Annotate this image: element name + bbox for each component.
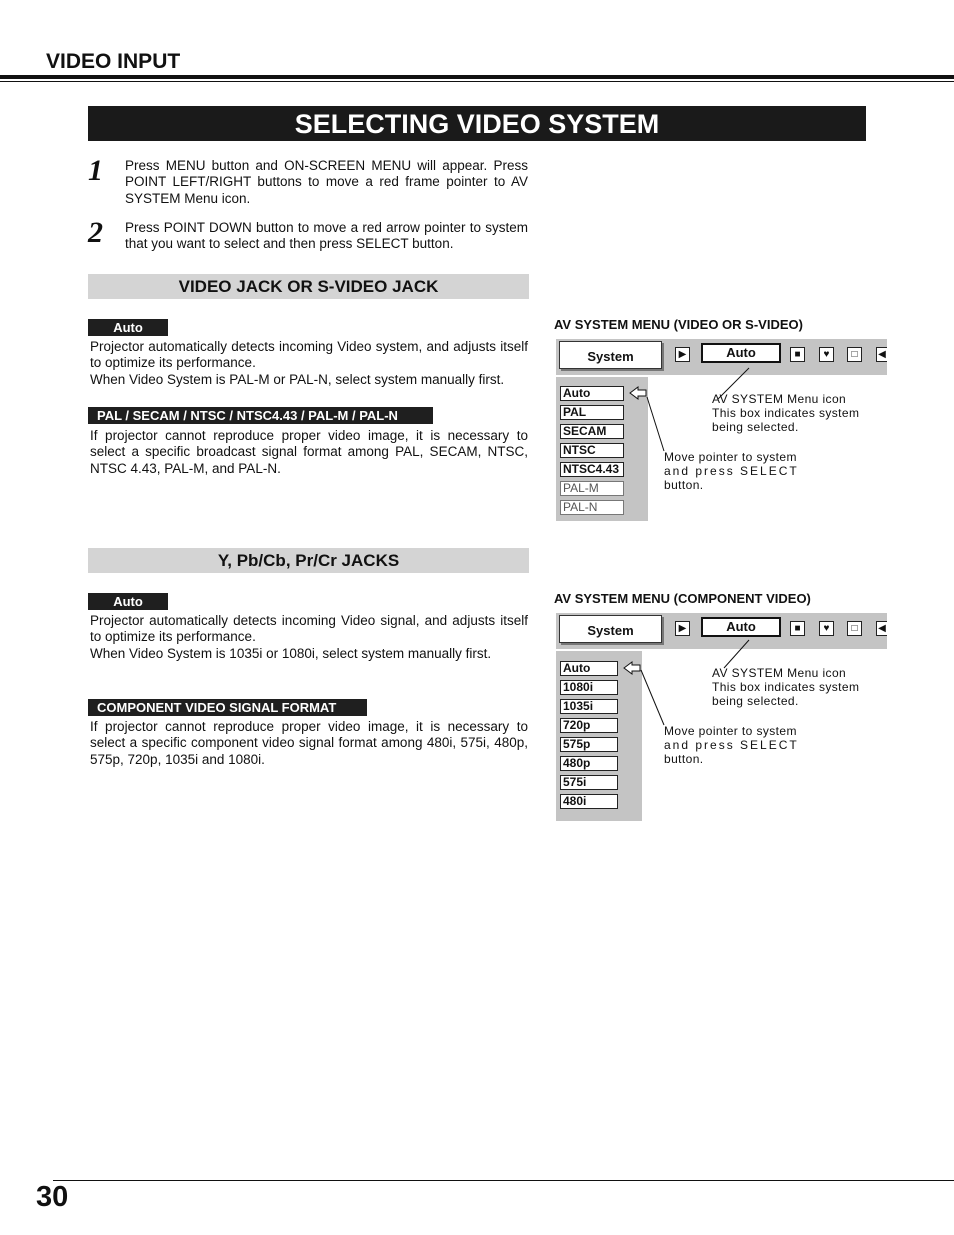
formats-description: If projector cannot reproduce proper video image, it is necessary to select a specific component video signal format among 480i, 575i, 480p, 575p, 720p, 1035i and 1080i. — [90, 719, 528, 767]
list-item[interactable]: Auto — [560, 661, 618, 676]
section-title: VIDEO INPUT — [46, 50, 181, 73]
arrow-pointer-icon — [624, 662, 640, 674]
image-icon[interactable]: ■ — [790, 621, 805, 636]
image-icon[interactable]: ■ — [790, 347, 805, 362]
note-pointer-line-3: button. — [664, 478, 704, 492]
list-item[interactable]: 575p — [560, 737, 618, 752]
input-icon[interactable]: ▶ — [675, 621, 690, 636]
menu-video-title: AV SYSTEM MENU (VIDEO OR S-VIDEO) — [554, 317, 803, 332]
list-item[interactable]: Auto — [560, 386, 624, 401]
list-item[interactable]: NTSC4.43 — [560, 462, 624, 477]
auto-tag: Auto — [88, 593, 168, 610]
list-item[interactable]: 720p — [560, 718, 618, 733]
page-title: SELECTING VIDEO SYSTEM — [88, 106, 866, 141]
auto-note: When Video System is 1035i or 1080i, select system manually first. — [90, 646, 492, 661]
auto-tag: Auto — [88, 319, 168, 336]
formats-description: If projector cannot reproduce proper video image, it is necessary to select a specific broadcast signal format among PAL, SECAM, NTSC, NTSC 4.43, PAL-M, and PAL-N. — [90, 428, 528, 476]
note-icon-line-2: This box indicates system — [712, 406, 860, 420]
screen-icon[interactable]: □ — [847, 347, 862, 362]
list-item[interactable]: PAL-M — [560, 481, 624, 496]
picture-icon[interactable]: ♥ — [819, 347, 834, 362]
list-item[interactable]: PAL — [560, 405, 624, 420]
sound-icon[interactable]: ◀ — [876, 621, 887, 636]
note-icon-line-2: This box indicates system — [712, 680, 860, 694]
auto-description: Projector automatically detects incoming Video system, and adjusts itself to optimize its performance. — [90, 339, 528, 371]
list-item[interactable]: 480i — [560, 794, 618, 809]
step-text-2: Press POINT DOWN button to move a red arrow pointer to system that you want to select and then press SELECT button. — [125, 220, 528, 252]
sound-icon[interactable]: ◀ — [876, 347, 887, 362]
note-pointer-line-2: and press SELECT — [664, 464, 799, 478]
note-pointer-line-2: and press SELECT — [664, 738, 799, 752]
step-number-2: 2 — [88, 216, 103, 249]
list-item[interactable]: 1080i — [560, 680, 618, 695]
video-jack-header: VIDEO JACK OR S-VIDEO JACK — [88, 274, 529, 299]
list-item[interactable]: SECAM — [560, 424, 624, 439]
picture-icon[interactable]: ♥ — [819, 621, 834, 636]
list-item[interactable]: 575i — [560, 775, 618, 790]
step-number-1: 1 — [88, 154, 103, 187]
component-jacks-header: Y, Pb/Cb, Pr/Cr JACKS — [88, 548, 529, 573]
input-icon[interactable]: ▶ — [675, 347, 690, 362]
note-icon-line-1: AV SYSTEM Menu icon — [712, 666, 847, 680]
list-item[interactable]: 1035i — [560, 699, 618, 714]
header-rule — [0, 75, 954, 79]
list-item[interactable]: 480p — [560, 756, 618, 771]
auto-note: When Video System is PAL-M or PAL-N, select system manually first. — [90, 372, 505, 387]
formats-tag: PAL / SECAM / NTSC / NTSC4.43 / PAL-M / PAL-N — [88, 407, 433, 424]
step-text-1: Press MENU button and ON-SCREEN MENU will appear. Press POINT LEFT/RIGHT buttons to move a red frame pointer to AV SYSTEM Menu icon. — [125, 158, 528, 206]
list-item[interactable]: NTSC — [560, 443, 624, 458]
system-label: System — [559, 341, 662, 369]
header-rule-thin — [0, 81, 954, 82]
page-number: 30 — [36, 1181, 69, 1213]
note-icon-line-1: AV SYSTEM Menu icon — [712, 392, 847, 406]
formats-tag: COMPONENT VIDEO SIGNAL FORMAT — [88, 699, 367, 716]
menu-component-title: AV SYSTEM MENU (COMPONENT VIDEO) — [554, 591, 811, 606]
av-system-box[interactable]: Auto — [701, 617, 781, 637]
system-label: System — [559, 615, 662, 643]
footer-rule — [53, 1180, 954, 1181]
list-item[interactable]: PAL-N — [560, 500, 624, 515]
note-pointer-line-3: button. — [664, 752, 704, 766]
note-pointer-line-1: Move pointer to system — [664, 724, 797, 738]
note-icon-line-3: being selected. — [712, 420, 799, 434]
av-system-box[interactable]: Auto — [701, 343, 781, 363]
auto-description: Projector automatically detects incoming Video signal, and adjusts itself to optimize its performance. — [90, 613, 528, 645]
screen-icon[interactable]: □ — [847, 621, 862, 636]
note-pointer-line-1: Move pointer to system — [664, 450, 797, 464]
note-icon-line-3: being selected. — [712, 694, 799, 708]
arrow-pointer-icon — [630, 387, 646, 399]
